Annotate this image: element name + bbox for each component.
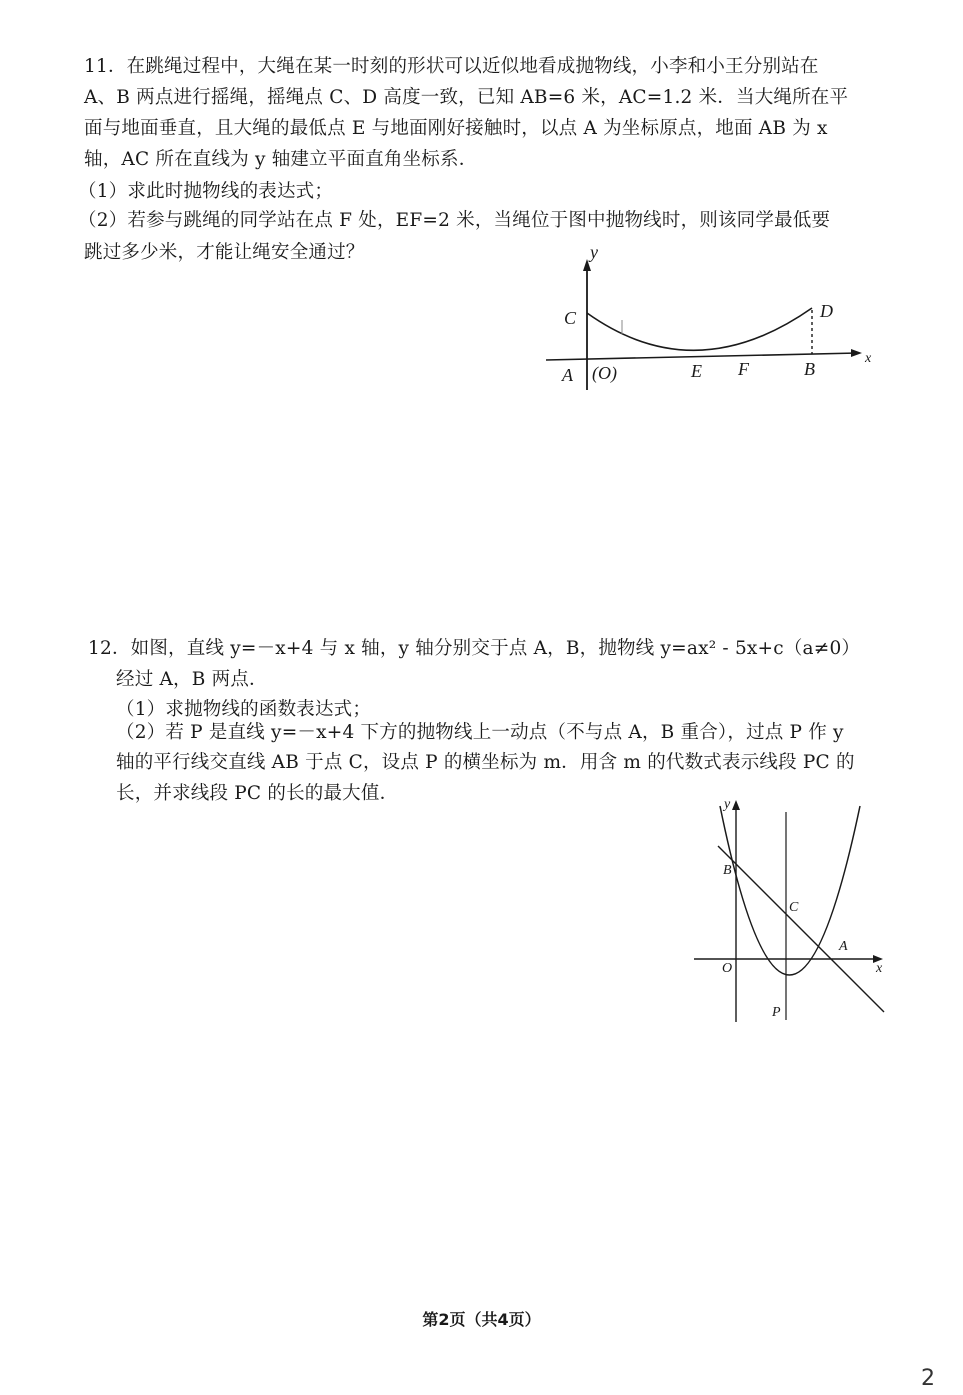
q12-label-y: y [724,797,731,812]
q11-x-arrow [851,349,862,357]
q11-line-2: A、B 两点进行摇绳，摇绳点 C、D 高度一致，已知 AB=6 米，AC=1.2 米．当大绳所在平 [84,87,849,108]
q11-parabola [587,308,812,350]
q12-figure [690,790,900,1030]
q12-label-O: O [722,961,733,976]
q11-part-1: （1）求此时抛物线的表达式； [78,181,334,202]
corner-page-mark: 2 [921,1366,935,1391]
q11-label-y: y [590,242,598,262]
q12-part-2-end: 长，并求线段 PC 的长的最大值． [116,783,399,804]
q11-label-F: F [738,359,749,379]
q11-label-D: D [820,301,833,321]
q11-label-A: A [562,365,573,385]
q11-figure [540,240,885,400]
q12-label-P: P [772,1005,781,1020]
q11-label-C: C [564,308,577,328]
q12-label-A: A [839,939,848,954]
q11-label-E: E [691,361,702,381]
q12-part-2-cont: 轴的平行线交直线 AB 于点 C，设点 P 的横坐标为 m．用含 m 的代数式表示线段 PC 的 [116,752,855,773]
q11-part-2: （2）若参与跳绳的同学站在点 F 处，EF=2 米，当绳位于图中抛物线时，则该同学最低要 [78,210,831,231]
q11-line-3: 面与地面垂直，且大绳的最低点 E 与地面刚好接触时，以点 A 为坐标原点，地面 AB 为 x [84,118,828,139]
q11-label-B: B [804,359,815,379]
q12-y-arrow [732,800,740,810]
q12-part-1: （1）求抛物线的函数表达式； [116,699,372,720]
q12-label-x: x [876,961,883,976]
q11-part-2-cont: 跳过多少米，才能让绳安全通过？ [84,242,365,263]
q11-line-4: 轴，AC 所在直线为 y 轴建立平面直角坐标系． [84,149,478,170]
q12-label-B: B [723,863,732,878]
q11-line-1: 11．在跳绳过程中，大绳在某一时刻的形状可以近似地看成抛物线，小李和小王分别站在 [84,56,819,77]
q12-line-AB [718,846,884,1012]
page-footer: 第2页（共4页） [422,1310,541,1329]
q11-label-x: x [865,351,872,366]
q11-label-O: (O) [592,363,617,383]
q12-part-2: （2）若 P 是直线 y=－x+4 下方的抛物线上一动点（不与点 A，B 重合），过点 P 作 y [116,722,844,743]
q12-label-C: C [789,900,799,915]
q12-line-1: 12．如图，直线 y=－x+4 与 x 轴，y 轴分别交于点 A，B，抛物线 y=ax² - 5x+c（a≠0） [88,638,861,659]
q12-line-2: 经过 A，B 两点． [116,669,268,690]
